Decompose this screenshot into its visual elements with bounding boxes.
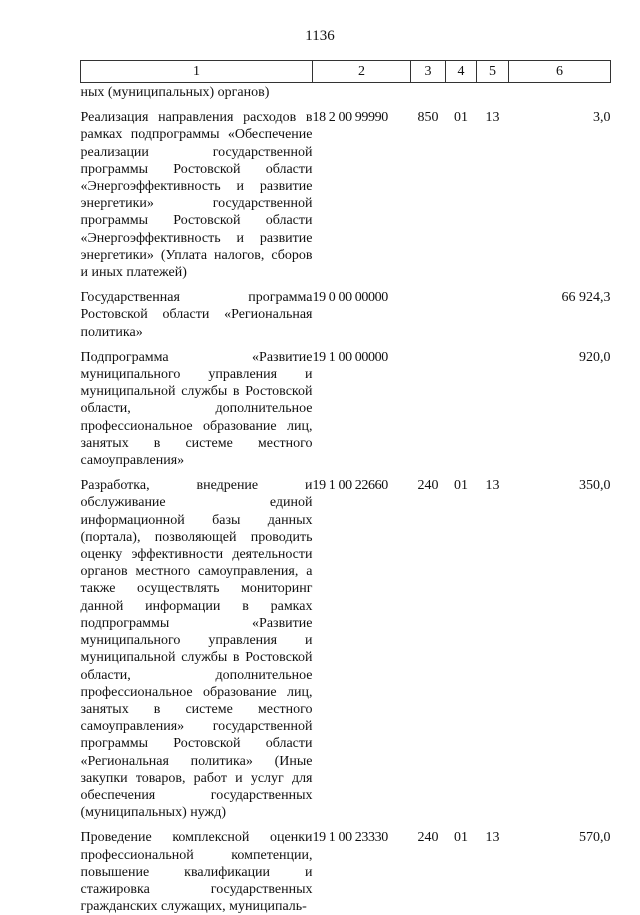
row-code: 19 0 00 00000 (312, 290, 388, 306)
row-amount: 570,0 (579, 830, 611, 846)
row-pr: 13 (485, 830, 500, 846)
row-code: 19 1 00 00000 (312, 349, 388, 365)
row-pr (477, 83, 509, 102)
row-amount: 920,0 (579, 349, 611, 365)
row-rz (446, 83, 477, 102)
table-row (81, 101, 611, 281)
row-amount: 350,0 (579, 478, 611, 494)
row-pr (477, 341, 509, 469)
row-name: ных (муниципальных) органов) (80, 85, 270, 100)
budget-table (80, 60, 611, 915)
row-name: Разработка, внедрение и обслуживание единой информационной базы данных (портала), позволяющей проводить оценку эффективности деятельности органов местного самоуправления, а также осуществлять мониторинг данной информации в рамках подпрограммы «Развитие муниципального управления и муниципальной службы в Ростовской области, дополнительное профессиональное образование лиц, занятых в системе местного самоуправления» государственной программы Ростовской области «Региональная политика» (Иные закупки товаров, работ и услуг для обеспечения государственных (муниципальных) нужд) (80, 478, 313, 821)
row-name: Проведение комплексной оценки профессиональной компетенции, повышение квалификации и стажировка государственных гражданских служащих, муниципаль- (80, 830, 313, 915)
column-header-amount: 6 (509, 61, 611, 83)
row-name: Реализация направления расходов в рамках подпрограммы «Обеспечение реализации государственной программы Ростовской области «Энергоэффективность и развитие энергетики» государственной программы Ростовской области «Энергоэффективность и развитие энергетики» (Уплата налогов, сборов и иных платежей) (80, 110, 313, 281)
row-code: 19 1 00 23330 (312, 830, 388, 846)
table-row (81, 281, 611, 341)
row-amount (509, 83, 611, 102)
row-rz (446, 341, 477, 469)
row-rz (446, 281, 477, 341)
row-vr (411, 341, 446, 469)
row-pr: 13 (485, 110, 500, 126)
row-amount: 66 924,3 (561, 290, 611, 306)
table-row (81, 341, 611, 469)
row-rz: 01 (454, 110, 468, 126)
column-header-rz: 4 (446, 61, 477, 83)
column-header-vr: 3 (411, 61, 446, 83)
row-code: 19 1 00 22660 (312, 478, 388, 494)
row-code: 18 2 00 99990 (312, 110, 388, 126)
row-code (313, 83, 411, 102)
row-name: Государственная программа Ростовской области «Региональная политика» (80, 290, 313, 340)
row-name: Подпрограмма «Развитие муниципального управления и муниципальной службы в Ростовской области, дополнительное профессиональное образование лиц, занятых в системе местного самоуправления» (80, 349, 313, 469)
page-number: 1136 (305, 28, 335, 44)
table-row (81, 83, 611, 102)
row-vr: 240 (417, 478, 439, 494)
row-vr (411, 281, 446, 341)
table-row (81, 821, 611, 915)
row-vr: 240 (417, 830, 439, 846)
table-row (81, 469, 611, 821)
row-vr (411, 83, 446, 102)
row-amount: 3,0 (593, 110, 611, 126)
row-vr: 850 (417, 110, 439, 126)
row-pr: 13 (485, 478, 500, 494)
row-rz: 01 (454, 478, 468, 494)
column-header-name: 1 (81, 61, 313, 83)
row-rz: 01 (454, 830, 468, 846)
row-pr (477, 281, 509, 341)
column-header-code: 2 (313, 61, 411, 83)
column-header-pr: 5 (477, 61, 509, 83)
table-header-row (81, 61, 611, 83)
